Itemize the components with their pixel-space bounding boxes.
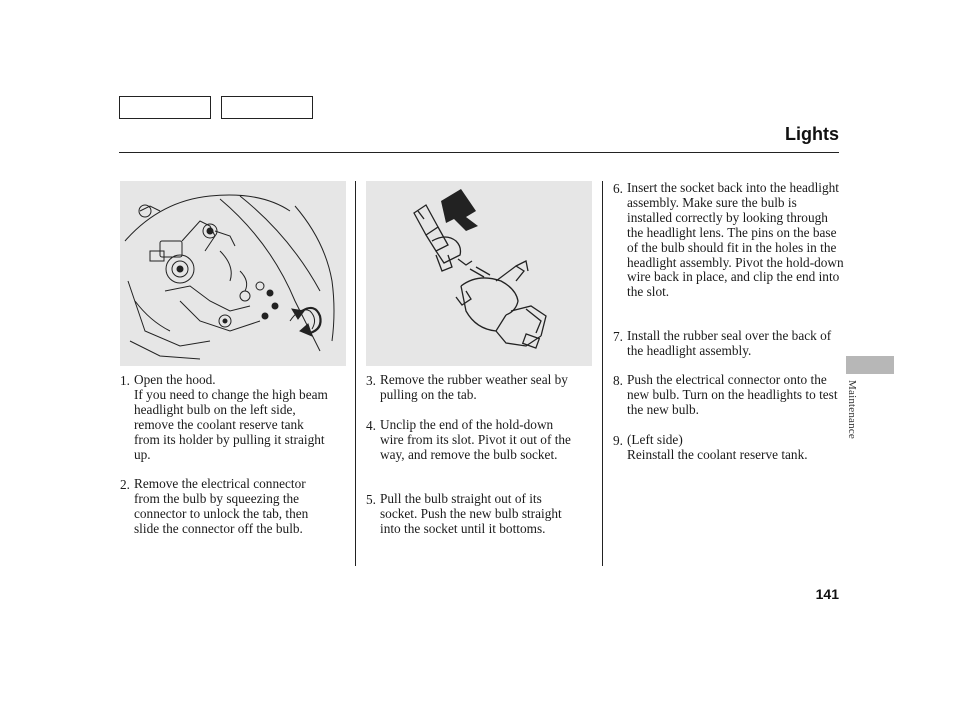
step-8 xyxy=(613,373,845,418)
step-number: 9. xyxy=(613,433,623,448)
step-number: 4. xyxy=(366,418,376,433)
nav-button-main-menu[interactable] xyxy=(119,96,211,119)
page-title: Lights xyxy=(785,124,839,144)
step-number: 6. xyxy=(613,181,623,196)
step-5 xyxy=(366,492,576,537)
step-text: Pull the bulb straight out of its socket. Push the new bulb straight into the socket until it bottoms. xyxy=(380,491,562,536)
page-number: 141 xyxy=(815,586,839,602)
step-number: 7. xyxy=(613,329,623,344)
nav-button-index[interactable] xyxy=(221,96,313,119)
step-text: (Left side) Reinstall the coolant reserve tank. xyxy=(627,432,808,462)
step-text: Install the rubber seal over the back of the headlight assembly. xyxy=(627,328,832,358)
step-1 xyxy=(120,373,330,462)
step-text: Insert the socket back into the headlight assembly. Make sure the bulb is installed correctly by looking through the headlight lens. The pins on the base of the bulb should fit in the holes in the headlight assembly. Pivot the hold-down wire back in place, and clip the end into the slot. xyxy=(627,180,844,300)
step-text: Remove the rubber weather seal by pulling on the tab. xyxy=(380,372,568,402)
step-3 xyxy=(366,373,576,403)
title-rule xyxy=(119,152,839,153)
step-number: 2. xyxy=(120,477,130,492)
step-number: 8. xyxy=(613,373,623,388)
step-9 xyxy=(613,433,845,463)
bulb-socket-illustration xyxy=(366,181,592,366)
step-number: 3. xyxy=(366,373,376,388)
step-number: 1. xyxy=(120,373,130,388)
step-4 xyxy=(366,418,576,463)
section-label: Maintenance xyxy=(846,380,858,440)
step-2 xyxy=(120,477,330,537)
headlight-assembly-illustration xyxy=(120,181,346,366)
step-number: 5. xyxy=(366,492,376,507)
step-text: Push the electrical connector onto the new bulb. Turn on the headlights to test the new bulb. xyxy=(627,372,838,417)
column-divider-2 xyxy=(602,181,603,566)
step-text: Unclip the end of the hold-down wire from its slot. Pivot it out of the way, and remove the bulb socket. xyxy=(380,417,571,462)
section-tab[interactable] xyxy=(846,356,894,374)
step-text: Open the hood. If you need to change the high beam headlight bulb on the left side, remove the coolant reserve tank from its holder by pulling it straight up. xyxy=(134,372,328,462)
step-text: Remove the electrical connector from the bulb by squeezing the connector to unlock the tab, then slide the connector off the bulb. xyxy=(134,476,309,536)
step-6 xyxy=(613,181,845,300)
step-7 xyxy=(613,329,845,359)
column-divider-1 xyxy=(355,181,356,566)
